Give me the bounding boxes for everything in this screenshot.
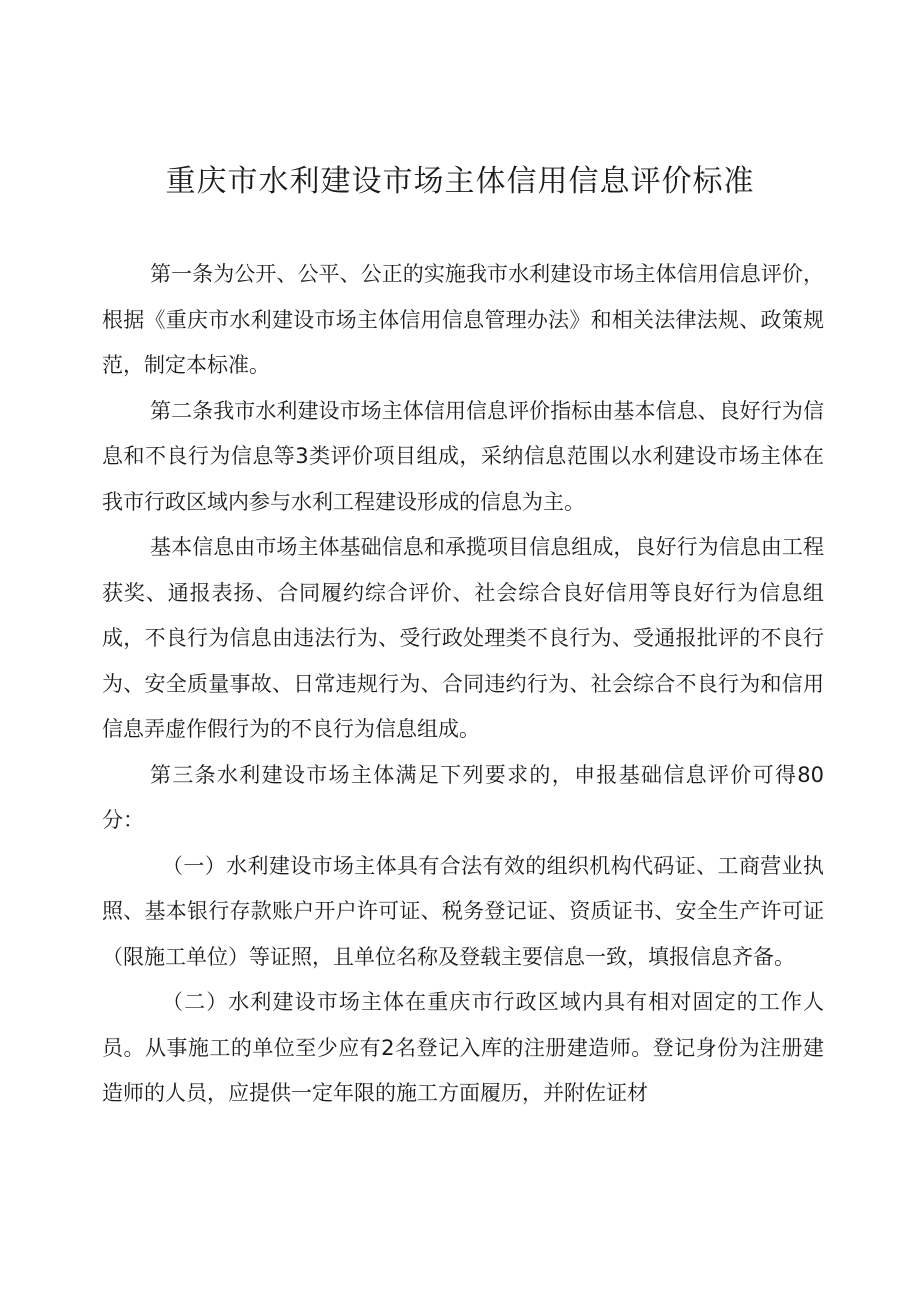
document-title: 重庆市水利建设市场主体信用信息评价标准 (165, 164, 755, 199)
basic-info-paragraph: 基本信息由市场主体基础信息和承揽项目信息组成，良好行为信息由工程获奖、通报表扬、合同履约综合评价、社会综合良好信用等良好行为信息组成，不良行为信息由违法行为、受行政处理类不良行为、受通报批评的不良行为、安全质量事故、日常违规行为、合同违约行为、社会综合不良行为和信用信息弄虚作假行为的不良行为信息组成。 (102, 535, 824, 741)
article-2-paragraph: 第二条我市水利建设市场主体信用信息评价指标由基本信息、良好行为信息和不良行为信息等3类评价项目组成，采纳信息范围以水利建设市场主体在我市行政区域内参与水利工程建设形成的信息为主。 (102, 398, 824, 514)
article-3-paragraph: 第三条水利建设市场主体满足下列要求的，申报基础信息评价可得80分： (102, 762, 824, 832)
item-1-paragraph: （一）水利建设市场主体具有合法有效的组织机构代码证、工商营业执照、基本银行存款账户开户许可证、税务登记证、资质证书、安全生产许可证（限施工单位）等证照，且单位名称及登载主要信息一致，填报信息齐备。 (102, 853, 824, 969)
document-body (102, 252, 824, 1117)
article-1-paragraph: 第一条为公开、公平、公正的实施我市水利建设市场主体信用信息评价，根据《重庆市水利建设市场主体信用信息管理办法》和相关法律法规、政策规范，制定本标准。 (102, 262, 824, 377)
item-2-paragraph: （二）水利建设市场主体在重庆市行政区域内具有相对固定的工作人员。从事施工的单位至少应有2名登记入库的注册建造师。登记身份为注册建造师的人员，应提供一定年限的施工方面履历，并附佐证材 (102, 990, 824, 1105)
